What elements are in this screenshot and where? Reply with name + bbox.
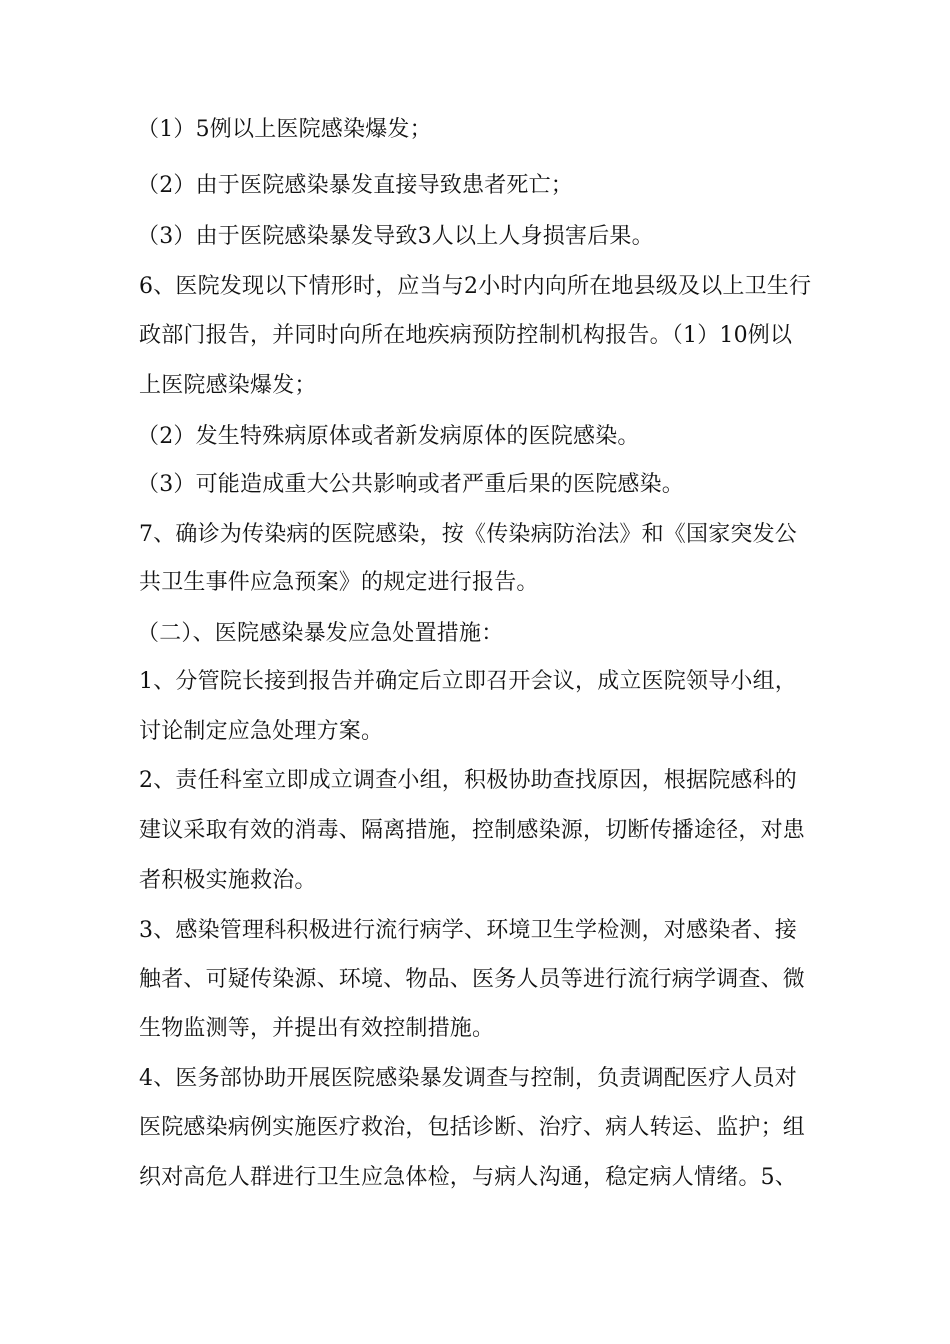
text-line-10: 共卫生事件应急预案》的规定进行报告。 — [139, 570, 539, 595]
text-line-16: 者积极实施救治。 — [139, 868, 317, 893]
text-line-22: 织对高危人群进行卫生应急体检，与病人沟通，稳定病人情绪。5、 — [139, 1165, 797, 1190]
text-line-8: （3）可能造成重大公共影响或者严重后果的医院感染。 — [137, 472, 684, 497]
text-line-14: 2、责任科室立即成立调查小组，积极协助查找原因，根据院感科的 — [139, 768, 797, 793]
text-line-13: 讨论制定应急处理方案。 — [139, 719, 384, 744]
text-line-21: 医院感染病例实施医疗救治，包括诊断、治疗、病人转运、监护；组 — [139, 1115, 806, 1140]
text-line-1: （1）5例以上医院感染爆发； — [137, 117, 432, 142]
text-line-12: 1、分管院长接到报告并确定后立即召开会议，成立医院领导小组， — [139, 669, 797, 694]
text-line-6: 上医院感染爆发； — [139, 373, 317, 398]
text-line-5: 政部门报告，并同时向所在地疾病预防控制机构报告。（1）10例以 — [139, 323, 793, 348]
text-line-9: 7、确诊为传染病的医院感染，按《传染病防治法》和《国家突发公 — [139, 522, 797, 547]
text-line-17: 3、感染管理科积极进行流行病学、环境卫生学检测，对感染者、接 — [139, 918, 797, 943]
text-line-7: （2）发生特殊病原体或者新发病原体的医院感染。 — [137, 424, 640, 449]
text-line-15: 建议采取有效的消毒、隔离措施，控制感染源，切断传播途径，对患 — [139, 818, 806, 843]
text-line-3: （3）由于医院感染暴发导致3人以上人身损害后果。 — [137, 224, 654, 249]
text-line-2: （2）由于医院感染暴发直接导致患者死亡； — [137, 173, 573, 198]
text-line-18: 触者、可疑传染源、环境、物品、医务人员等进行流行病学调查、微 — [139, 967, 806, 992]
text-line-20: 4、医务部协助开展医院感染暴发调查与控制，负责调配医疗人员对 — [139, 1066, 797, 1091]
text-line-4: 6、医院发现以下情形时，应当与2小时内向所在地县级及以上卫生行 — [139, 274, 812, 299]
text-line-19: 生物监测等，并提出有效控制措施。 — [139, 1016, 495, 1041]
section-heading: （二）、医院感染暴发应急处置措施： — [137, 621, 504, 646]
